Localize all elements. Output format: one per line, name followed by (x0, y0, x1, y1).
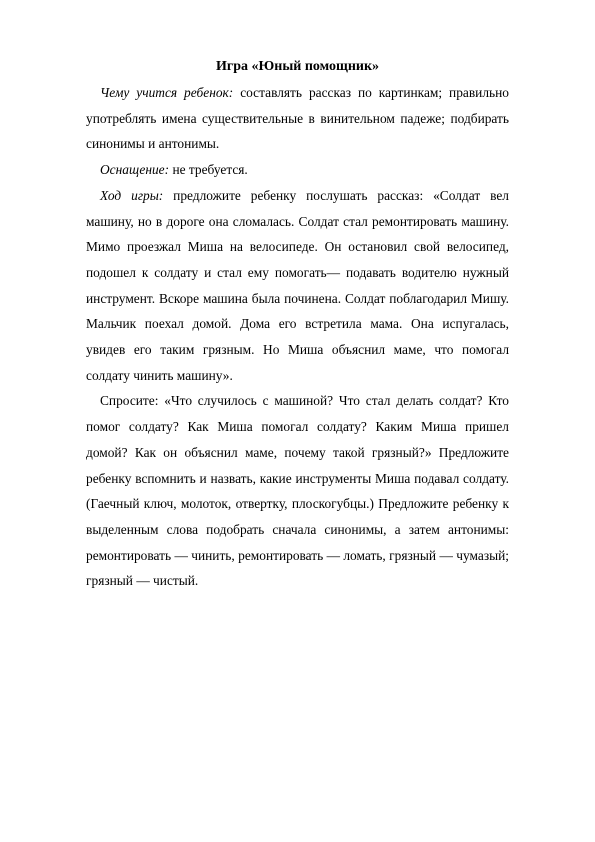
paragraph-lead: Чему учится ребенок: (100, 85, 234, 100)
paragraph-lead: Ход игры: (100, 187, 164, 203)
document-body (86, 80, 509, 594)
paragraph-equipment (86, 157, 509, 183)
paragraph-lead: Оснащение: (100, 162, 170, 178)
paragraph-text: предложите ребенку послушать рассказ: «Солдат вел машину, но в дороге она сломалась. Солдат стал ремонтировать машину. Мимо проезжал Миша на велосипеде. Он остановил свой велосипед, подошел к солдату и стал ему помогать— подавать водителю нужный инструмент. Вскоре машина была починена. Солдат поблагодарил Мишу. Мальчик поехал домой. Дома его встретила мама. Она испугалась, увидев его таким грязным. Но Миша объяснил маме, что помогал солдату чинить машину». (86, 187, 509, 383)
paragraph-text: не требуется. (169, 162, 248, 178)
paragraph-text: Спросите: «Что случилось с машиной? Что стал делать солдат? Кто помог солдату? Как Миша помогал солдату? Каким Миша пришел домой? Как он объяснил маме, почему такой грязный?» Предложите ребенку вспомнить и назвать, какие инструменты Миша подавал солдату. (Гаечный ключ, молоток, отвертку, плоскогубцы.) Предложите ребенку к выделенным слова подобрать сначала синонимы, а затем антонимы: ремонтировать — чинить, ремонтировать — ломать, грязный — чумазый; грязный — чистый. (86, 393, 509, 589)
document-title: Игра «Юный помощник» (215, 59, 380, 74)
paragraph-questions (86, 388, 509, 594)
paragraph-game-flow (86, 183, 509, 389)
paragraph-skills (86, 80, 509, 157)
paragraph-text: составлять рассказ по картинкам; правильно употреблять имена существительные в винительном падеже; подбирать синонимы и антонимы. (86, 85, 509, 152)
